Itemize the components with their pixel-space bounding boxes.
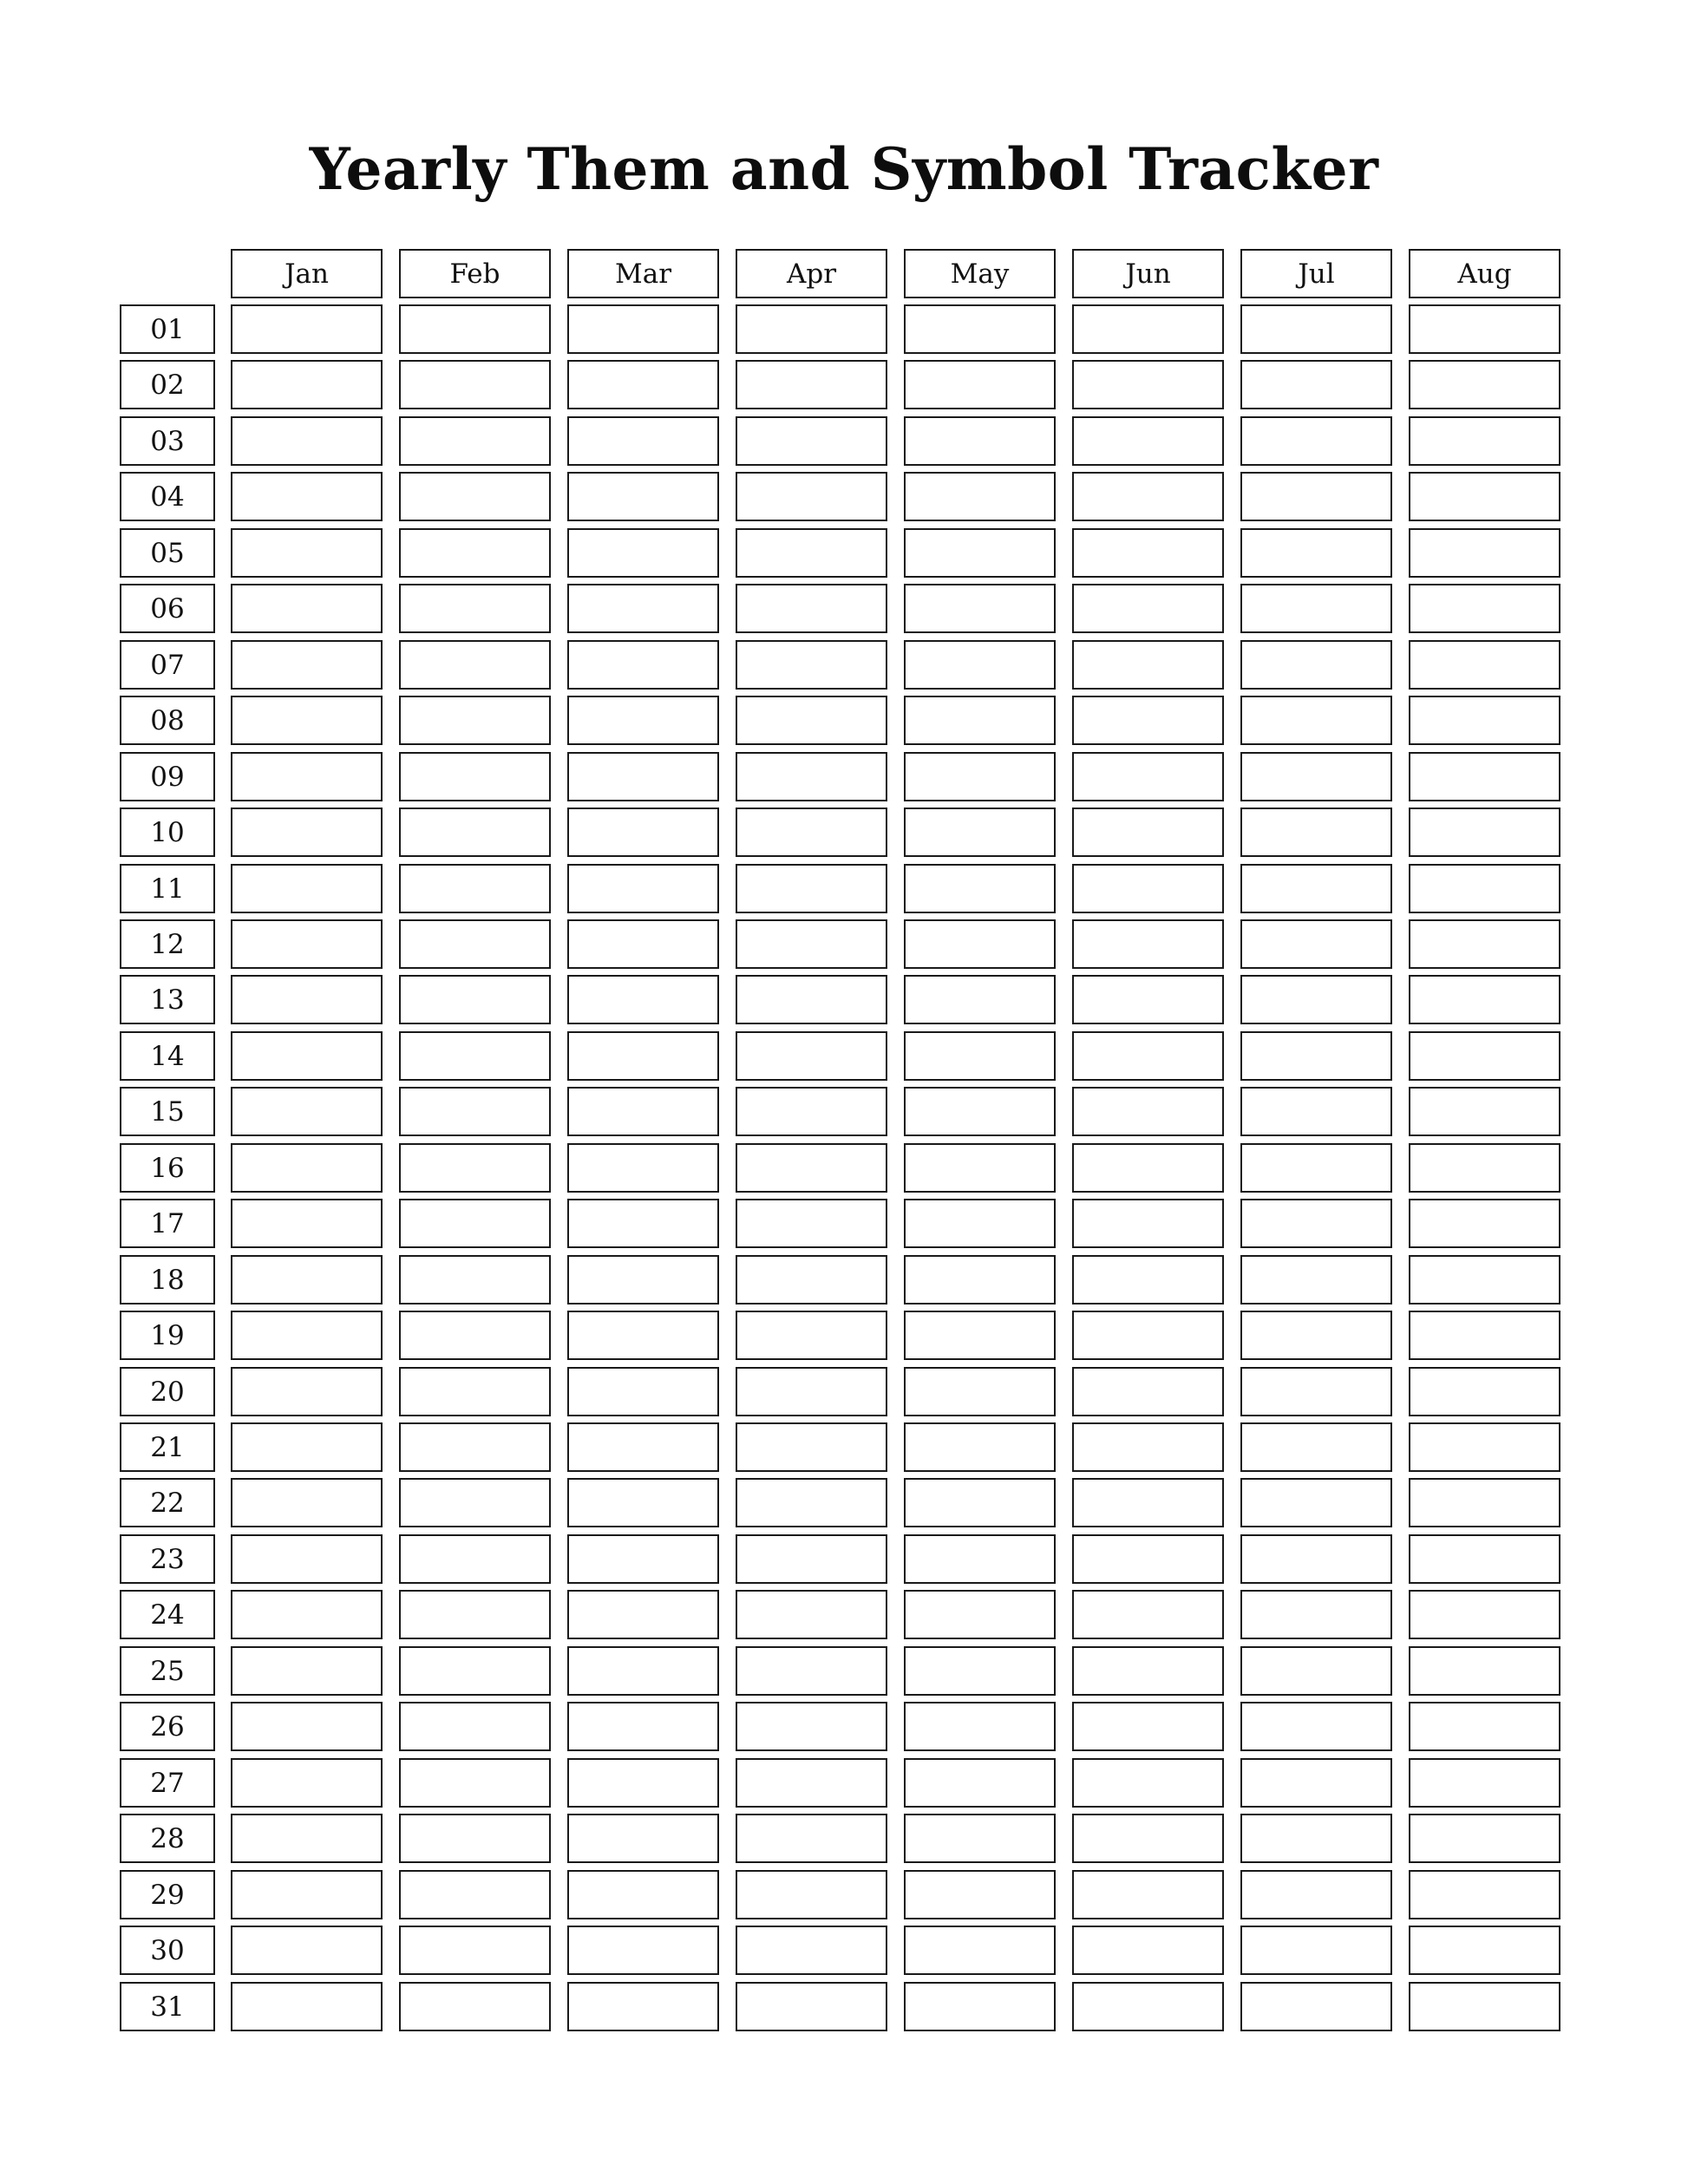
- tracker-cell-jun-01[interactable]: [1072, 304, 1224, 354]
- tracker-cell-aug-20[interactable]: [1409, 1367, 1560, 1416]
- tracker-cell-jun-04[interactable]: [1072, 472, 1224, 521]
- tracker-cell-mar-31[interactable]: [567, 1982, 719, 2031]
- tracker-cell-feb-16[interactable]: [399, 1143, 551, 1193]
- tracker-cell-may-07[interactable]: [904, 640, 1056, 690]
- tracker-cell-apr-31[interactable]: [736, 1982, 887, 2031]
- tracker-cell-jul-19[interactable]: [1240, 1311, 1392, 1360]
- tracker-cell-mar-19[interactable]: [567, 1311, 719, 1360]
- tracker-cell-jul-03[interactable]: [1240, 416, 1392, 466]
- tracker-cell-aug-21[interactable]: [1409, 1422, 1560, 1472]
- tracker-cell-jan-15[interactable]: [231, 1087, 383, 1136]
- tracker-cell-jul-25[interactable]: [1240, 1646, 1392, 1696]
- tracker-cell-may-29[interactable]: [904, 1870, 1056, 1919]
- tracker-cell-jun-22[interactable]: [1072, 1478, 1224, 1527]
- tracker-cell-jan-19[interactable]: [231, 1311, 383, 1360]
- tracker-cell-jul-11[interactable]: [1240, 864, 1392, 913]
- tracker-cell-apr-08[interactable]: [736, 696, 887, 745]
- tracker-cell-jul-15[interactable]: [1240, 1087, 1392, 1136]
- tracker-cell-aug-04[interactable]: [1409, 472, 1560, 521]
- tracker-cell-apr-28[interactable]: [736, 1814, 887, 1863]
- tracker-cell-may-01[interactable]: [904, 304, 1056, 354]
- tracker-cell-mar-12[interactable]: [567, 919, 719, 969]
- tracker-cell-mar-11[interactable]: [567, 864, 719, 913]
- tracker-cell-mar-05[interactable]: [567, 528, 719, 578]
- tracker-cell-feb-15[interactable]: [399, 1087, 551, 1136]
- tracker-cell-jul-05[interactable]: [1240, 528, 1392, 578]
- page-title: Yearly Them and Symbol Tracker: [309, 135, 1379, 203]
- tracker-cell-apr-25[interactable]: [736, 1646, 887, 1696]
- tracker-cell-jan-13[interactable]: [231, 975, 383, 1024]
- tracker-cell-jul-14[interactable]: [1240, 1031, 1392, 1081]
- tracker-cell-aug-11[interactable]: [1409, 864, 1560, 913]
- tracker-cell-jan-18[interactable]: [231, 1255, 383, 1305]
- tracker-cell-apr-13[interactable]: [736, 975, 887, 1024]
- tracker-cell-jan-07[interactable]: [231, 640, 383, 690]
- day-label-25: 25: [120, 1646, 215, 1696]
- tracker-cell-jan-03[interactable]: [231, 416, 383, 466]
- tracker-cell-aug-08[interactable]: [1409, 696, 1560, 745]
- tracker-cell-feb-27[interactable]: [399, 1758, 551, 1808]
- day-label-24: 24: [120, 1590, 215, 1639]
- tracker-cell-may-27[interactable]: [904, 1758, 1056, 1808]
- day-label-15: 15: [120, 1087, 215, 1136]
- tracker-cell-apr-16[interactable]: [736, 1143, 887, 1193]
- tracker-cell-jul-26[interactable]: [1240, 1702, 1392, 1751]
- tracker-cell-jun-13[interactable]: [1072, 975, 1224, 1024]
- tracker-cell-jun-14[interactable]: [1072, 1031, 1224, 1081]
- tracker-cell-feb-11[interactable]: [399, 864, 551, 913]
- tracker-cell-aug-24[interactable]: [1409, 1590, 1560, 1639]
- day-label-28: 28: [120, 1814, 215, 1863]
- tracker-cell-apr-21[interactable]: [736, 1422, 887, 1472]
- tracker-cell-mar-24[interactable]: [567, 1590, 719, 1639]
- tracker-cell-jul-06[interactable]: [1240, 584, 1392, 633]
- tracker-cell-feb-08[interactable]: [399, 696, 551, 745]
- tracker-cell-feb-19[interactable]: [399, 1311, 551, 1360]
- tracker-cell-jun-12[interactable]: [1072, 919, 1224, 969]
- tracker-cell-aug-23[interactable]: [1409, 1534, 1560, 1584]
- tracker-cell-apr-30[interactable]: [736, 1926, 887, 1975]
- tracker-cell-mar-16[interactable]: [567, 1143, 719, 1193]
- tracker-cell-mar-21[interactable]: [567, 1422, 719, 1472]
- tracker-cell-mar-27[interactable]: [567, 1758, 719, 1808]
- tracker-cell-jun-11[interactable]: [1072, 864, 1224, 913]
- tracker-cell-feb-29[interactable]: [399, 1870, 551, 1919]
- tracker-cell-feb-10[interactable]: [399, 808, 551, 857]
- tracker-cell-jan-04[interactable]: [231, 472, 383, 521]
- tracker-cell-feb-06[interactable]: [399, 584, 551, 633]
- day-label-18: 18: [120, 1255, 215, 1305]
- tracker-cell-apr-27[interactable]: [736, 1758, 887, 1808]
- tracker-cell-may-25[interactable]: [904, 1646, 1056, 1696]
- tracker-cell-jan-22[interactable]: [231, 1478, 383, 1527]
- tracker-cell-may-18[interactable]: [904, 1255, 1056, 1305]
- tracker-cell-apr-01[interactable]: [736, 304, 887, 354]
- day-label-16: 16: [120, 1143, 215, 1193]
- tracker-cell-may-09[interactable]: [904, 752, 1056, 801]
- tracker-cell-aug-18[interactable]: [1409, 1255, 1560, 1305]
- month-header-may: May: [904, 249, 1056, 298]
- tracker-cell-jul-30[interactable]: [1240, 1926, 1392, 1975]
- tracker-cell-jun-16[interactable]: [1072, 1143, 1224, 1193]
- tracker-cell-aug-13[interactable]: [1409, 975, 1560, 1024]
- tracker-cell-apr-03[interactable]: [736, 416, 887, 466]
- tracker-cell-feb-05[interactable]: [399, 528, 551, 578]
- tracker-cell-jun-19[interactable]: [1072, 1311, 1224, 1360]
- tracker-cell-mar-29[interactable]: [567, 1870, 719, 1919]
- tracker-cell-apr-15[interactable]: [736, 1087, 887, 1136]
- tracker-cell-apr-18[interactable]: [736, 1255, 887, 1305]
- tracker-cell-jul-24[interactable]: [1240, 1590, 1392, 1639]
- tracker-cell-jan-23[interactable]: [231, 1534, 383, 1584]
- tracker-cell-jul-18[interactable]: [1240, 1255, 1392, 1305]
- tracker-cell-mar-23[interactable]: [567, 1534, 719, 1584]
- tracker-cell-feb-02[interactable]: [399, 360, 551, 409]
- tracker-cell-apr-26[interactable]: [736, 1702, 887, 1751]
- tracker-cell-mar-07[interactable]: [567, 640, 719, 690]
- tracker-cell-jun-25[interactable]: [1072, 1646, 1224, 1696]
- tracker-cell-feb-26[interactable]: [399, 1702, 551, 1751]
- tracker-cell-jan-30[interactable]: [231, 1926, 383, 1975]
- tracker-cell-mar-01[interactable]: [567, 304, 719, 354]
- tracker-cell-aug-10[interactable]: [1409, 808, 1560, 857]
- day-label-26: 26: [120, 1702, 215, 1751]
- tracker-cell-aug-15[interactable]: [1409, 1087, 1560, 1136]
- day-label-21: 21: [120, 1422, 215, 1472]
- tracker-cell-jun-09[interactable]: [1072, 752, 1224, 801]
- month-header-jun: Jun: [1072, 249, 1224, 298]
- tracker-cell-may-12[interactable]: [904, 919, 1056, 969]
- tracker-cell-mar-26[interactable]: [567, 1702, 719, 1751]
- day-label-01: 01: [120, 304, 215, 354]
- tracker-cell-aug-14[interactable]: [1409, 1031, 1560, 1081]
- tracker-cell-mar-10[interactable]: [567, 808, 719, 857]
- tracker-cell-aug-05[interactable]: [1409, 528, 1560, 578]
- tracker-cell-aug-02[interactable]: [1409, 360, 1560, 409]
- tracker-cell-aug-28[interactable]: [1409, 1814, 1560, 1863]
- tracker-cell-jul-28[interactable]: [1240, 1814, 1392, 1863]
- tracker-cell-jul-12[interactable]: [1240, 919, 1392, 969]
- tracker-cell-jul-04[interactable]: [1240, 472, 1392, 521]
- tracker-cell-aug-22[interactable]: [1409, 1478, 1560, 1527]
- day-label-27: 27: [120, 1758, 215, 1808]
- tracker-cell-aug-01[interactable]: [1409, 304, 1560, 354]
- tracker-cell-may-19[interactable]: [904, 1311, 1056, 1360]
- tracker-cell-may-03[interactable]: [904, 416, 1056, 466]
- tracker-cell-jun-20[interactable]: [1072, 1367, 1224, 1416]
- tracker-cell-jan-08[interactable]: [231, 696, 383, 745]
- tracker-cell-may-17[interactable]: [904, 1199, 1056, 1248]
- tracker-cell-jul-31[interactable]: [1240, 1982, 1392, 2031]
- tracker-cell-mar-30[interactable]: [567, 1926, 719, 1975]
- tracker-cell-feb-21[interactable]: [399, 1422, 551, 1472]
- tracker-cell-jul-02[interactable]: [1240, 360, 1392, 409]
- day-label-23: 23: [120, 1534, 215, 1584]
- tracker-cell-may-31[interactable]: [904, 1982, 1056, 2031]
- tracker-cell-apr-19[interactable]: [736, 1311, 887, 1360]
- tracker-cell-jul-09[interactable]: [1240, 752, 1392, 801]
- tracker-cell-feb-31[interactable]: [399, 1982, 551, 2031]
- tracker-cell-jul-21[interactable]: [1240, 1422, 1392, 1472]
- tracker-cell-apr-24[interactable]: [736, 1590, 887, 1639]
- tracker-cell-jan-09[interactable]: [231, 752, 383, 801]
- tracker-cell-jan-31[interactable]: [231, 1982, 383, 2031]
- tracker-cell-jun-07[interactable]: [1072, 640, 1224, 690]
- tracker-cell-mar-15[interactable]: [567, 1087, 719, 1136]
- tracker-cell-jan-16[interactable]: [231, 1143, 383, 1193]
- tracker-cell-jun-06[interactable]: [1072, 584, 1224, 633]
- day-label-09: 09: [120, 752, 215, 801]
- tracker-cell-jun-31[interactable]: [1072, 1982, 1224, 2031]
- month-header-jan: Jan: [231, 249, 383, 298]
- tracker-cell-jul-17[interactable]: [1240, 1199, 1392, 1248]
- tracker-cell-jul-20[interactable]: [1240, 1367, 1392, 1416]
- tracker-cell-apr-11[interactable]: [736, 864, 887, 913]
- tracker-cell-jun-18[interactable]: [1072, 1255, 1224, 1305]
- tracker-cell-mar-14[interactable]: [567, 1031, 719, 1081]
- tracker-cell-aug-30[interactable]: [1409, 1926, 1560, 1975]
- tracker-cell-apr-04[interactable]: [736, 472, 887, 521]
- tracker-cell-jan-06[interactable]: [231, 584, 383, 633]
- tracker-cell-mar-08[interactable]: [567, 696, 719, 745]
- day-label-07: 07: [120, 640, 215, 690]
- tracker-cell-jul-13[interactable]: [1240, 975, 1392, 1024]
- tracker-cell-jun-17[interactable]: [1072, 1199, 1224, 1248]
- tracker-cell-apr-06[interactable]: [736, 584, 887, 633]
- tracker-cell-aug-27[interactable]: [1409, 1758, 1560, 1808]
- tracker-cell-aug-12[interactable]: [1409, 919, 1560, 969]
- tracker-cell-jan-05[interactable]: [231, 528, 383, 578]
- tracker-cell-apr-22[interactable]: [736, 1478, 887, 1527]
- day-label-13: 13: [120, 975, 215, 1024]
- tracker-cell-apr-20[interactable]: [736, 1367, 887, 1416]
- tracker-cell-mar-09[interactable]: [567, 752, 719, 801]
- month-header-jul: Jul: [1240, 249, 1392, 298]
- tracker-cell-jan-17[interactable]: [231, 1199, 383, 1248]
- day-label-06: 06: [120, 584, 215, 633]
- tracker-cell-mar-03[interactable]: [567, 416, 719, 466]
- tracker-cell-jun-27[interactable]: [1072, 1758, 1224, 1808]
- tracker-cell-feb-22[interactable]: [399, 1478, 551, 1527]
- tracker-cell-apr-17[interactable]: [736, 1199, 887, 1248]
- tracker-cell-apr-14[interactable]: [736, 1031, 887, 1081]
- tracker-cell-jul-22[interactable]: [1240, 1478, 1392, 1527]
- tracker-cell-may-22[interactable]: [904, 1478, 1056, 1527]
- tracker-cell-may-16[interactable]: [904, 1143, 1056, 1193]
- tracker-cell-may-23[interactable]: [904, 1534, 1056, 1584]
- tracker-cell-mar-18[interactable]: [567, 1255, 719, 1305]
- tracker-cell-may-15[interactable]: [904, 1087, 1056, 1136]
- tracker-cell-aug-09[interactable]: [1409, 752, 1560, 801]
- tracker-cell-jul-27[interactable]: [1240, 1758, 1392, 1808]
- tracker-cell-jun-24[interactable]: [1072, 1590, 1224, 1639]
- day-label-11: 11: [120, 864, 215, 913]
- tracker-cell-jun-23[interactable]: [1072, 1534, 1224, 1584]
- tracker-cell-apr-23[interactable]: [736, 1534, 887, 1584]
- tracker-cell-aug-17[interactable]: [1409, 1199, 1560, 1248]
- day-label-08: 08: [120, 696, 215, 745]
- tracker-cell-jun-21[interactable]: [1072, 1422, 1224, 1472]
- day-label-12: 12: [120, 919, 215, 969]
- tracker-cell-jan-14[interactable]: [231, 1031, 383, 1081]
- tracker-cell-may-06[interactable]: [904, 584, 1056, 633]
- tracker-cell-jun-08[interactable]: [1072, 696, 1224, 745]
- tracker-cell-mar-25[interactable]: [567, 1646, 719, 1696]
- day-label-02: 02: [120, 360, 215, 409]
- day-label-14: 14: [120, 1031, 215, 1081]
- tracker-cell-apr-05[interactable]: [736, 528, 887, 578]
- tracker-cell-feb-20[interactable]: [399, 1367, 551, 1416]
- tracker-cell-jun-30[interactable]: [1072, 1926, 1224, 1975]
- day-label-22: 22: [120, 1478, 215, 1527]
- day-label-29: 29: [120, 1870, 215, 1919]
- tracker-cell-jun-28[interactable]: [1072, 1814, 1224, 1863]
- tracker-cell-feb-23[interactable]: [399, 1534, 551, 1584]
- tracker-cell-may-20[interactable]: [904, 1367, 1056, 1416]
- tracker-cell-mar-22[interactable]: [567, 1478, 719, 1527]
- tracker-cell-feb-04[interactable]: [399, 472, 551, 521]
- month-header-feb: Feb: [399, 249, 551, 298]
- tracker-cell-may-11[interactable]: [904, 864, 1056, 913]
- tracker-cell-mar-20[interactable]: [567, 1367, 719, 1416]
- tracker-cell-apr-29[interactable]: [736, 1870, 887, 1919]
- tracker-cell-jan-10[interactable]: [231, 808, 383, 857]
- tracker-cell-jan-25[interactable]: [231, 1646, 383, 1696]
- tracker-cell-jun-26[interactable]: [1072, 1702, 1224, 1751]
- tracker-cell-feb-09[interactable]: [399, 752, 551, 801]
- tracker-cell-feb-13[interactable]: [399, 975, 551, 1024]
- tracker-cell-aug-03[interactable]: [1409, 416, 1560, 466]
- tracker-cell-feb-25[interactable]: [399, 1646, 551, 1696]
- tracker-cell-mar-04[interactable]: [567, 472, 719, 521]
- tracker-cell-apr-07[interactable]: [736, 640, 887, 690]
- tracker-cell-jan-12[interactable]: [231, 919, 383, 969]
- tracker-cell-jan-27[interactable]: [231, 1758, 383, 1808]
- tracker-cell-jul-01[interactable]: [1240, 304, 1392, 354]
- tracker-cell-may-05[interactable]: [904, 528, 1056, 578]
- tracker-cell-jan-26[interactable]: [231, 1702, 383, 1751]
- tracker-cell-jun-29[interactable]: [1072, 1870, 1224, 1919]
- tracker-cell-aug-26[interactable]: [1409, 1702, 1560, 1751]
- tracker-cell-aug-07[interactable]: [1409, 640, 1560, 690]
- tracker-cell-jun-10[interactable]: [1072, 808, 1224, 857]
- tracker-cell-may-26[interactable]: [904, 1702, 1056, 1751]
- tracker-cell-may-30[interactable]: [904, 1926, 1056, 1975]
- day-label-17: 17: [120, 1199, 215, 1248]
- tracker-cell-apr-02[interactable]: [736, 360, 887, 409]
- day-label-20: 20: [120, 1367, 215, 1416]
- day-label-05: 05: [120, 528, 215, 578]
- tracker-cell-mar-28[interactable]: [567, 1814, 719, 1863]
- tracker-cell-aug-19[interactable]: [1409, 1311, 1560, 1360]
- tracker-cell-may-28[interactable]: [904, 1814, 1056, 1863]
- day-label-04: 04: [120, 472, 215, 521]
- tracker-cell-apr-09[interactable]: [736, 752, 887, 801]
- tracker-cell-apr-12[interactable]: [736, 919, 887, 969]
- tracker-cell-jul-07[interactable]: [1240, 640, 1392, 690]
- tracker-cell-mar-02[interactable]: [567, 360, 719, 409]
- tracker-cell-may-13[interactable]: [904, 975, 1056, 1024]
- tracker-cell-feb-07[interactable]: [399, 640, 551, 690]
- day-label-03: 03: [120, 416, 215, 466]
- tracker-cell-jul-16[interactable]: [1240, 1143, 1392, 1193]
- tracker-cell-feb-30[interactable]: [399, 1926, 551, 1975]
- tracker-cell-feb-18[interactable]: [399, 1255, 551, 1305]
- tracker-cell-feb-01[interactable]: [399, 304, 551, 354]
- tracker-cell-jul-29[interactable]: [1240, 1870, 1392, 1919]
- tracker-cell-jul-23[interactable]: [1240, 1534, 1392, 1584]
- month-header-mar: Mar: [567, 249, 719, 298]
- tracker-cell-jan-24[interactable]: [231, 1590, 383, 1639]
- tracker-cell-jun-02[interactable]: [1072, 360, 1224, 409]
- tracker-cell-mar-06[interactable]: [567, 584, 719, 633]
- tracker-cell-mar-17[interactable]: [567, 1199, 719, 1248]
- month-header-aug: Aug: [1409, 249, 1560, 298]
- tracker-cell-jun-05[interactable]: [1072, 528, 1224, 578]
- day-label-31: 31: [120, 1982, 215, 2031]
- tracker-cell-aug-31[interactable]: [1409, 1982, 1560, 2031]
- day-label-19: 19: [120, 1311, 215, 1360]
- tracker-cell-aug-29[interactable]: [1409, 1870, 1560, 1919]
- tracker-cell-feb-17[interactable]: [399, 1199, 551, 1248]
- tracker-cell-may-02[interactable]: [904, 360, 1056, 409]
- tracker-cell-jan-21[interactable]: [231, 1422, 383, 1472]
- tracker-cell-may-10[interactable]: [904, 808, 1056, 857]
- tracker-cell-jan-01[interactable]: [231, 304, 383, 354]
- tracker-cell-jan-28[interactable]: [231, 1814, 383, 1863]
- tracker-cell-jan-20[interactable]: [231, 1367, 383, 1416]
- tracker-cell-jan-29[interactable]: [231, 1870, 383, 1919]
- tracker-cell-may-04[interactable]: [904, 472, 1056, 521]
- tracker-cell-feb-28[interactable]: [399, 1814, 551, 1863]
- tracker-cell-feb-24[interactable]: [399, 1590, 551, 1639]
- day-label-10: 10: [120, 808, 215, 857]
- tracker-cell-feb-03[interactable]: [399, 416, 551, 466]
- tracker-cell-aug-25[interactable]: [1409, 1646, 1560, 1696]
- tracker-cell-feb-12[interactable]: [399, 919, 551, 969]
- tracker-cell-jun-03[interactable]: [1072, 416, 1224, 466]
- month-header-apr: Apr: [736, 249, 887, 298]
- tracker-cell-may-24[interactable]: [904, 1590, 1056, 1639]
- tracker-cell-aug-06[interactable]: [1409, 584, 1560, 633]
- tracker-cell-jan-11[interactable]: [231, 864, 383, 913]
- tracker-cell-jul-10[interactable]: [1240, 808, 1392, 857]
- tracker-cell-jan-02[interactable]: [231, 360, 383, 409]
- tracker-cell-feb-14[interactable]: [399, 1031, 551, 1081]
- tracker-cell-may-14[interactable]: [904, 1031, 1056, 1081]
- tracker-cell-jun-15[interactable]: [1072, 1087, 1224, 1136]
- tracker-cell-may-08[interactable]: [904, 696, 1056, 745]
- tracker-cell-aug-16[interactable]: [1409, 1143, 1560, 1193]
- day-label-30: 30: [120, 1926, 215, 1975]
- tracker-cell-apr-10[interactable]: [736, 808, 887, 857]
- tracker-cell-jul-08[interactable]: [1240, 696, 1392, 745]
- tracker-cell-mar-13[interactable]: [567, 975, 719, 1024]
- tracker-cell-may-21[interactable]: [904, 1422, 1056, 1472]
